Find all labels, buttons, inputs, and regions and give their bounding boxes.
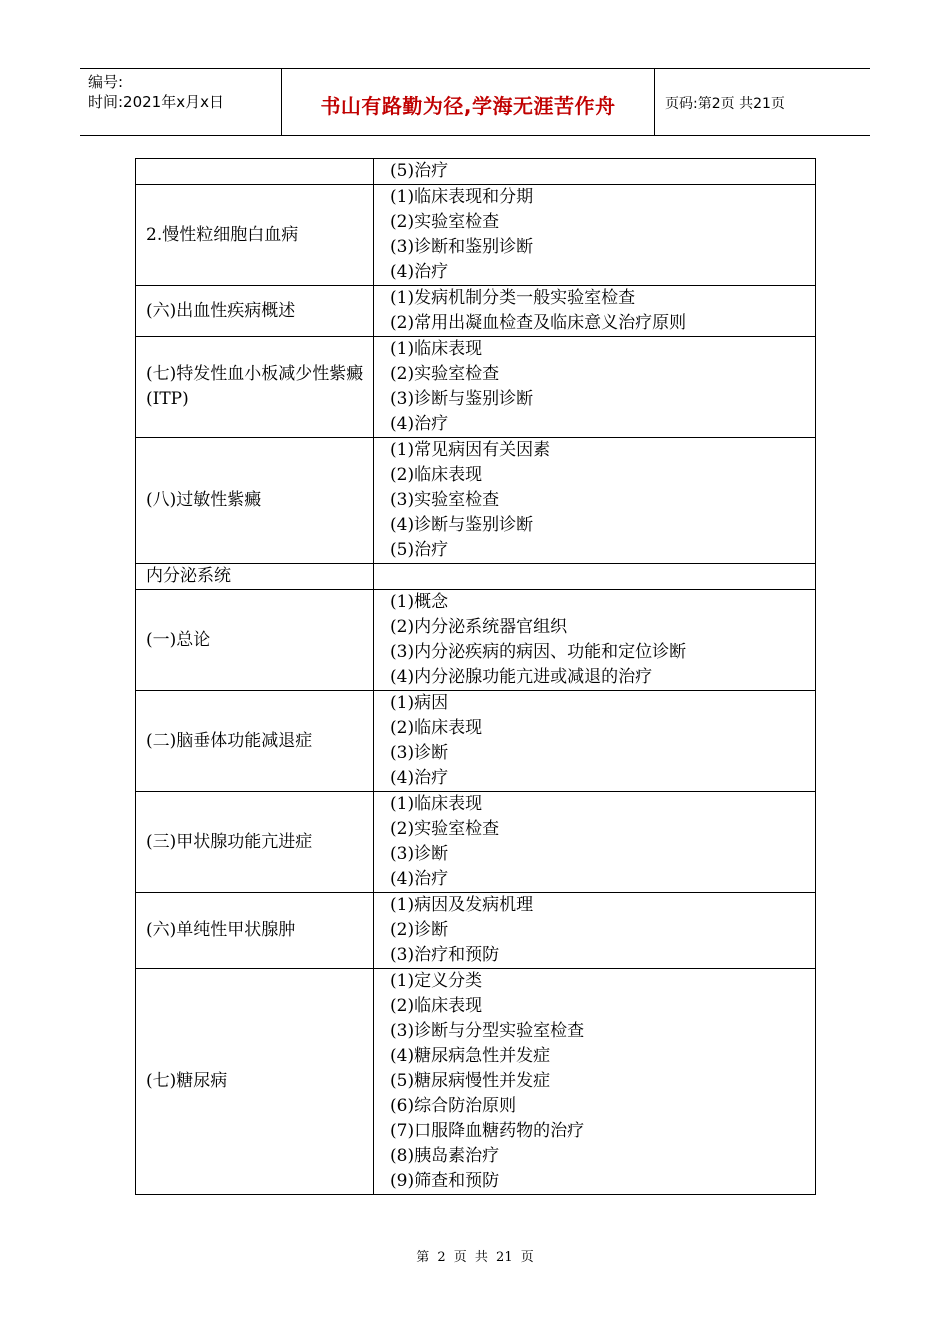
table-row xyxy=(136,286,816,337)
topic-text: (六)单纯性甲状腺肿 xyxy=(146,920,296,940)
list-item: (3)实验室检查 xyxy=(390,490,500,510)
list-item: (2)临床表现 xyxy=(390,996,483,1016)
list-item: (1)定义分类 xyxy=(390,971,483,991)
list-item: (6)综合防治原则 xyxy=(390,1096,517,1116)
table-row xyxy=(136,185,816,286)
list-item: (3)治疗和预防 xyxy=(390,945,500,965)
list-item: (1)概念 xyxy=(390,592,449,612)
list-item: (2)常用出凝血检查及临床意义治疗原则 xyxy=(390,313,687,333)
list-item: (3)诊断 xyxy=(390,743,449,763)
list-item: (2)实验室检查 xyxy=(390,364,500,384)
list-item: (3)诊断和鉴别诊断 xyxy=(390,237,534,257)
table-row xyxy=(136,590,816,691)
table-row xyxy=(136,337,816,438)
list-item: (2)临床表现 xyxy=(390,465,483,485)
topic-cell xyxy=(136,337,374,438)
list-item: (3)诊断 xyxy=(390,844,449,864)
items-cell xyxy=(374,969,816,1195)
document-number-label: 编号: xyxy=(88,73,124,91)
topic-cell xyxy=(136,590,374,691)
table-row xyxy=(136,564,816,590)
topic-cell xyxy=(136,893,374,969)
topic-cell xyxy=(136,792,374,893)
header-meta xyxy=(80,69,282,135)
list-item: (8)胰岛素治疗 xyxy=(390,1146,500,1166)
list-item: (5)糖尿病慢性并发症 xyxy=(390,1071,551,1091)
page-header xyxy=(80,68,870,136)
list-item: (3)内分泌疾病的病因、功能和定位诊断 xyxy=(390,642,687,662)
list-item: (3)诊断与分型实验室检查 xyxy=(390,1021,585,1041)
table-row xyxy=(136,893,816,969)
list-item: (1)临床表现和分期 xyxy=(390,187,534,207)
list-item: (4)治疗 xyxy=(390,262,449,282)
list-item: (1)病因及发病机理 xyxy=(390,895,534,915)
topic-cell xyxy=(136,185,374,286)
items-cell xyxy=(374,564,816,590)
list-item: (1)发病机制分类一般实验室检查 xyxy=(390,288,636,308)
list-item: (1)常见病因有关因素 xyxy=(390,440,551,460)
topic-cell xyxy=(136,691,374,792)
items-cell xyxy=(374,438,816,564)
list-item: (2)实验室检查 xyxy=(390,212,500,232)
list-item: (3)诊断与鉴别诊断 xyxy=(390,389,534,409)
list-item: (2)诊断 xyxy=(390,920,449,940)
topic-cell xyxy=(136,564,374,590)
topic-cell xyxy=(136,969,374,1195)
header-motto: 书山有路勤为径,学海无涯苦作舟 xyxy=(282,69,655,135)
document-time-label: 时间:2021年x月x日 xyxy=(88,93,224,111)
list-item: (4)诊断与鉴别诊断 xyxy=(390,515,534,535)
topic-text: (一)总论 xyxy=(146,629,211,650)
list-item: (4)治疗 xyxy=(390,768,449,788)
topic-text: (八)过敏性紫癜 xyxy=(146,490,262,510)
topic-cell xyxy=(136,159,374,185)
items-cell xyxy=(374,185,816,286)
list-item: (5)治疗 xyxy=(390,161,449,181)
list-item: (1)临床表现 xyxy=(390,794,483,814)
list-item: (4)内分泌腺功能亢进或减退的治疗 xyxy=(390,667,653,687)
topic-text: (六)出血性疾病概述 xyxy=(146,300,296,321)
topic-text: 2.慢性粒细胞白血病 xyxy=(146,224,299,245)
table-row xyxy=(136,969,816,1195)
list-item: (2)临床表现 xyxy=(390,718,483,738)
topic-cell xyxy=(136,438,374,564)
topic-text: 内分泌系统 xyxy=(146,566,231,586)
syllabus-table-body xyxy=(136,159,816,1195)
list-item: (1)病因 xyxy=(390,693,449,713)
list-item: (9)筛查和预防 xyxy=(390,1171,500,1191)
list-item: (4)治疗 xyxy=(390,869,449,889)
syllabus-table xyxy=(135,158,816,1195)
items-cell xyxy=(374,893,816,969)
topic-text: (三)甲状腺功能亢进症 xyxy=(146,831,313,852)
table-row xyxy=(136,792,816,893)
list-item xyxy=(390,564,815,589)
list-item: (7)口服降血糖药物的治疗 xyxy=(390,1121,585,1141)
items-cell xyxy=(374,691,816,792)
items-cell xyxy=(374,286,816,337)
topic-cell xyxy=(136,286,374,337)
items-cell xyxy=(374,337,816,438)
items-cell xyxy=(374,590,816,691)
table-row xyxy=(136,691,816,792)
items-cell xyxy=(374,159,816,185)
topic-text: (七)糖尿病 xyxy=(146,1071,228,1091)
list-item: (4)糖尿病急性并发症 xyxy=(390,1046,551,1066)
topic-text: (二)脑垂体功能减退症 xyxy=(146,730,313,751)
table-row xyxy=(136,438,816,564)
list-item: (4)治疗 xyxy=(390,414,449,434)
topic-text: (七)特发性血小板减少性紫癜(ITP) xyxy=(146,364,364,409)
items-cell xyxy=(374,792,816,893)
page-footer: 第 2 页 共 21 页 xyxy=(416,1250,534,1265)
header-page-label: 页码:第2页 共21页 xyxy=(665,96,785,112)
list-item: (1)临床表现 xyxy=(390,339,483,359)
list-item: (2)实验室检查 xyxy=(390,819,500,839)
list-item: (5)治疗 xyxy=(390,540,449,560)
list-item: (2)内分泌系统器官组织 xyxy=(390,617,568,637)
table-row xyxy=(136,159,816,185)
